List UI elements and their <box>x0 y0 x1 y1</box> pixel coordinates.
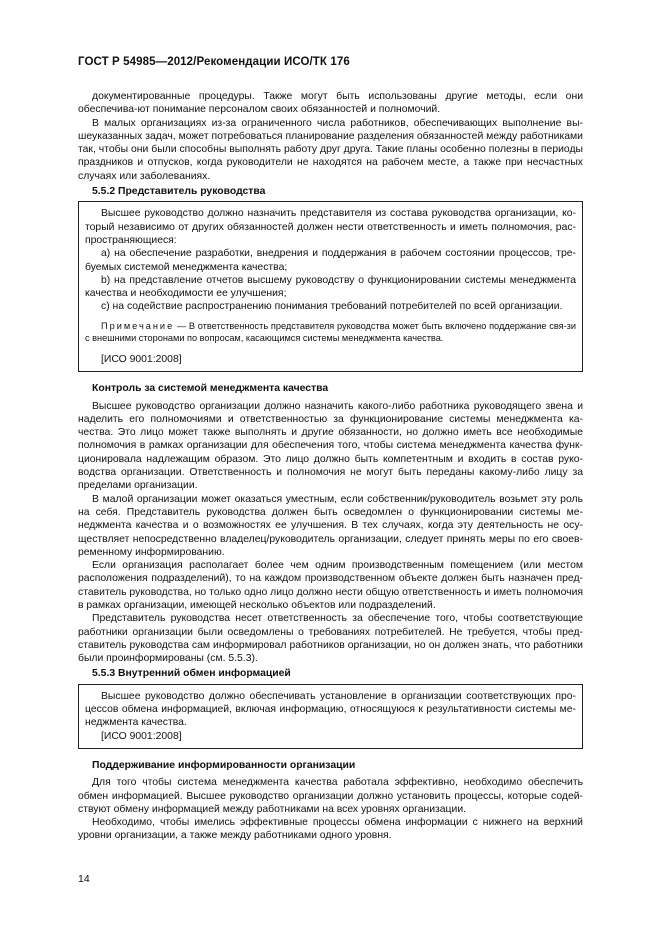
paragraph: Необходимо, чтобы имелись эффективные процессы обмена информации с нижнего на верхний уровни организации, а также между работниками одного уровня. <box>78 817 583 842</box>
box-list-item-c: c) на содействие распространению понимания требований потребителей по всей организации. <box>101 301 563 313</box>
standard-reference: [ИСО 9001:2008] <box>101 730 182 742</box>
paragraph: документированные процедуры. Также могут быть использованы другие методы, если они обеспечива-ют понимание персоналом своих обязанностей и полномочий. <box>78 91 583 116</box>
paragraph: Представитель руководства несет ответственность за обеспечение того, чтобы соответствующие работники организации были осведомлены о требованиях потребителей. Не требуется, чтобы пред-ставитель руководства сам информировал работников организации, но он должен знать, что работники были проинформированы (см. 5.5.3). <box>78 613 583 665</box>
box-paragraph: Высшее руководство должно обеспечивать установление в организации соответствующих про-цессов обмена информацией, включая информацию, относящуюся к результативности системы ме-неджмента качества. <box>85 690 576 729</box>
note-text: — В ответственность представителя руководства может быть включено поддержание свя-зи с внешними сторонами по вопросам, касающимся системы менеджмента качества. <box>85 320 576 343</box>
box-paragraph: Высшее руководство должно назначить представителя из состава руководства организации, ко-торый независимо от других обязанностей должен нести ответственность и иметь полномочия, рас-пространяющиеся: <box>85 208 576 246</box>
section-heading-5-5-3: 5.5.3 Внутренний обмен информацией <box>92 668 291 680</box>
page-content <box>78 90 583 843</box>
page-number: 14 <box>78 873 90 885</box>
paragraph: Для того чтобы система менеджмента качества работала эффективно, необходимо обеспечить обмен информацией. Высшее руководство организации должно установить процессы, которые содей-ствуют обмену информацией между работниками на всех уровнях организации. <box>78 777 583 815</box>
paragraph: В малых организациях из-за ограниченного числа работников, обеспечивающих выполнение вы-шеуказанных задач, может потребоваться планирование разделения обязанностей между работниками так, чтобы они были способны выполнять работу друг друга. Такие планы особенно полезны в периоды праздников и отпусков, когда руководители не находятся на рабочем месте, а также при несчастных случаях или заболеваниях. <box>78 117 583 182</box>
requirement-box-5-5-3 <box>78 684 583 749</box>
requirement-box-5-5-2 <box>78 201 583 372</box>
box-list-item-a: a) на обеспечение разработки, внедрения и поддержания в рабочем состоянии процессов, тре-буемых системой менеджмента качества; <box>85 248 576 273</box>
box-note <box>85 320 576 344</box>
subheading-control: Контроль за системой менеджмента качества <box>92 383 329 395</box>
section-heading-5-5-2: 5.5.2 Представитель руководства <box>92 186 266 198</box>
note-label: Примечание <box>101 320 175 331</box>
paragraph: В малой организации может оказаться уместным, если собственник/руководитель возьмет эту роль на себя. Представитель руководства должен быть осведомлен о функционировании системы ме-неджмента качества и о возможностях ее улучшения. В тех случаях, когда эту деятельность не осу-ществляет непосредственно владелец/руководитель организации, следует принять меры по его своев-ременному информированию. <box>78 493 583 558</box>
box-list-item-b: b) на представление отчетов высшему руководству о функционировании системы менеджмента качества и необходимости ее улучшения; <box>85 274 576 300</box>
running-header: ГОСТ Р 54985—2012/Рекомендации ИСО/ТК 176 <box>78 56 350 68</box>
subheading-awareness: Поддерживание информированности организации <box>92 759 356 771</box>
paragraph: Высшее руководство организации должно назначить какого-либо работника руководящего звена и наделить его полномочиями и ответственностью за функционирование системы менеджмента ка-чества. Это лицо может также выполнять и другие обязанности, но должно иметь все необходимые полномочия в рамках организации для обеспечения того, чтобы система менеджмента качества функ-ционировала надлежащим образом. Это лицо должно быть компетентным и входить в состав руко-водства организации. Ответственность и полномочия не могут быть переданы какому-либо лицу за пределами организации. <box>78 400 583 492</box>
paragraph: Если организация располагает более чем одним производственным помещением (или местом расположения подразделений), то на каждом производственном объекте должен быть назначен пред-ставитель руководства, но только одно лицо должно нести общую ответственность и иметь полномочия в рамках организации, имеющей несколько объектов или подразделений. <box>78 560 583 611</box>
standard-reference: [ИСО 9001:2008] <box>101 353 182 365</box>
